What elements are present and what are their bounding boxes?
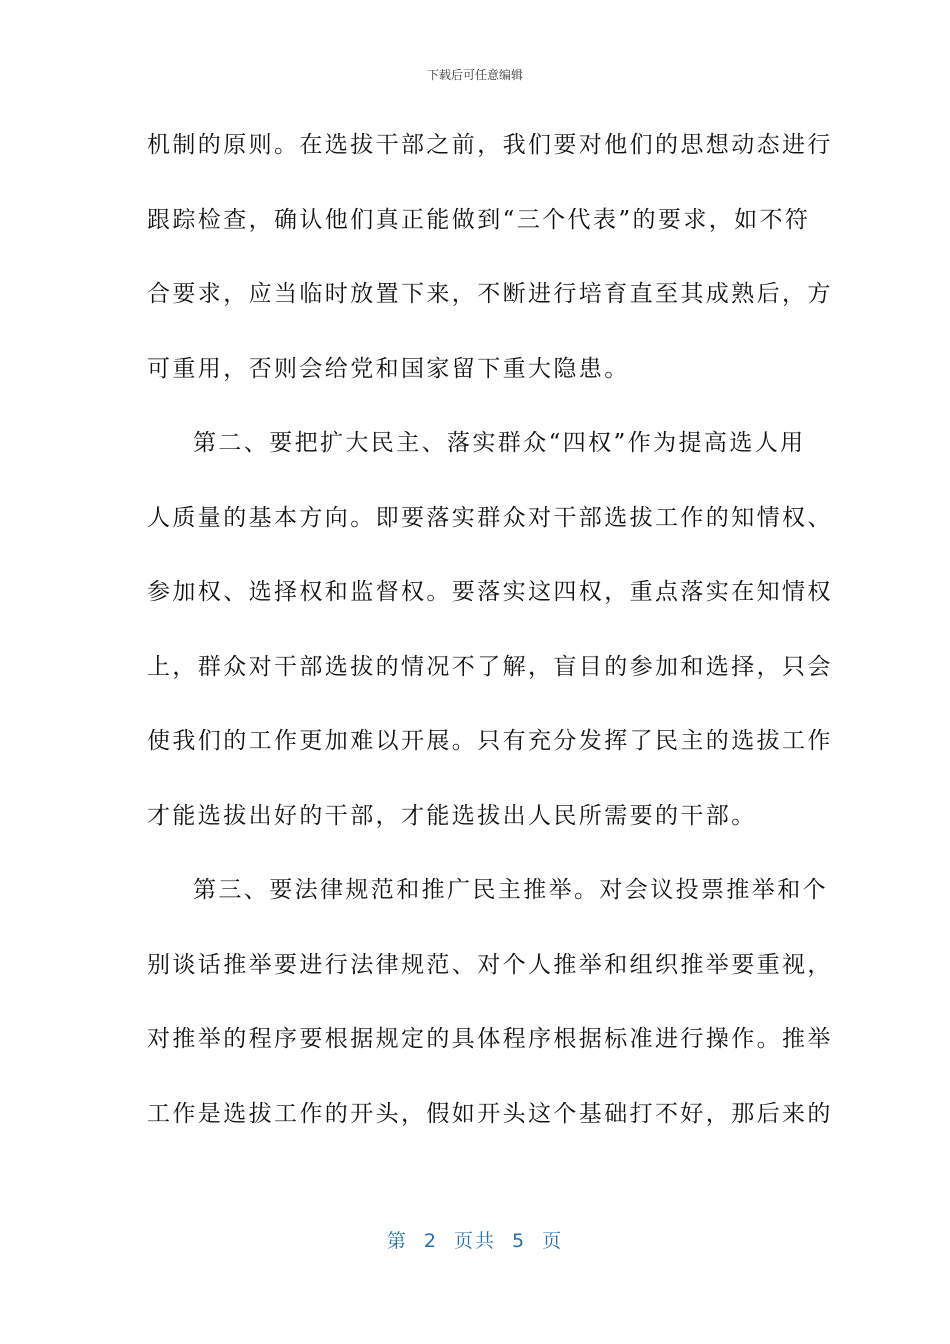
page-header-note: 下载后可任意编辑 [426, 68, 523, 82]
text-line: 工作是选拔工作的开头，假如开头这个基础打不好，那后来的 [147, 1100, 833, 1127]
text-line: 合要求，应当临时放置下来，不断进行培育直至其成熟后，方 [147, 281, 833, 307]
text-line: 使我们的工作更加难以开展。只有充分发挥了民主的选拔工作 [147, 728, 833, 754]
paragraph-start-line: 第三、要法律规范和推广民主推举。对会议投票推举和个 [193, 877, 828, 903]
document-body [147, 122, 833, 1165]
text-line: 参加权、选择权和监督权。要落实这四权，重点落实在知情权 [147, 579, 833, 605]
text-line: 可重用，否则会给党和国家留下重大隐患。 [147, 355, 630, 382]
text-line: 上，群众对干部选拔的情况不了解，盲目的参加和选择，只会 [147, 653, 833, 680]
text-line: 才能选拔出好的干部，才能选拔出人民所需要的干部。 [147, 802, 757, 829]
text-line: 跟踪检查，确认他们真正能做到“三个代表”的要求，如不符 [147, 206, 811, 233]
paragraph-start-line: 第二、要把扩大民主、落实群众“四权”作为提高选人用 [193, 430, 806, 456]
text-line: 别谈话推举要进行法律规范、对个人推举和组织推举要重视， [147, 951, 833, 978]
text-line: 机制的原则。在选拔干部之前，我们要对他们的思想动态进行 [147, 132, 833, 158]
text-line: 对推举的程序要根据规定的具体程序根据标准进行操作。推举 [147, 1026, 833, 1052]
page-number-footer: 第 2 页共 5 页 [386, 1230, 564, 1252]
text-line: 人质量的基本方向。即要落实群众对干部选拔工作的知情权、 [147, 504, 833, 531]
